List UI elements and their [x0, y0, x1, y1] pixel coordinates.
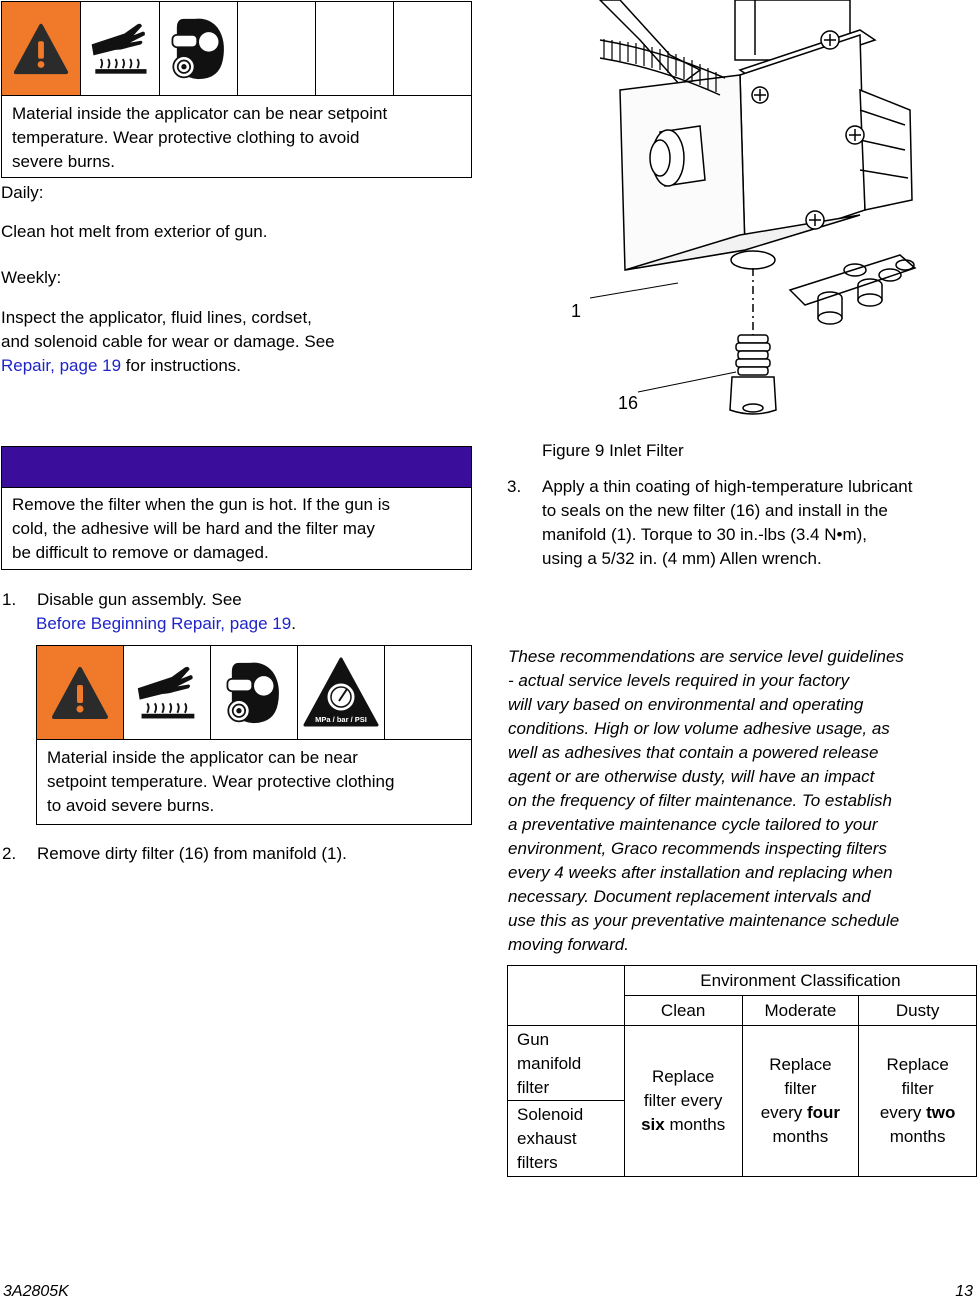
protective-gear-icon [211, 646, 298, 739]
step-number: 1. [2, 590, 17, 609]
figure-caption: Figure 9 Inlet Filter [542, 441, 684, 460]
weekly-heading: Weekly: [1, 268, 62, 287]
before-beginning-repair-link[interactable]: Before Beginning Repair, page 19 [36, 614, 292, 633]
environment-classification-table [507, 965, 977, 1177]
empty-icon-cell [394, 2, 471, 95]
table-header-row [508, 966, 977, 996]
maintenance-recommendation: These recommendations are service level guidelines - actual service levels required in your factory will vary based on environmental and operating conditions. High or low volume adhesive usage, as well as adhesives that contain a powered release agent or are otherwise dusty, will have an impact on the frequency of filter maintenance. To establish a preventative maintenance cycle tailored to your environment, Graco recommends inspecting filters every 4 weeks after installation and replacing when necessary. Document replacement intervals and use this as your preventative maintenance schedule moving forward. [508, 647, 904, 954]
column-header-clean: Clean [624, 996, 742, 1026]
inlet-filter-figure [560, 0, 978, 430]
warning-icon-row [37, 646, 471, 740]
document-number: 3A2805K [3, 1283, 69, 1300]
warning-box-burn-pressure [36, 645, 472, 825]
callout-1: 1 [571, 301, 582, 321]
step-number: 2. [2, 844, 17, 863]
cell-dusty-interval: Replace filter every two months [859, 1026, 977, 1177]
weekly-text-line: and solenoid cable for wear or damage. See [1, 332, 335, 351]
step-text: Disable gun assembly. See [37, 590, 242, 609]
row-label-solenoid-exhaust-filters: Solenoid exhaust filters [508, 1101, 625, 1177]
weekly-text-line: Repair, page 19 for instructions. [1, 356, 242, 375]
warning-icon-row [2, 2, 471, 96]
step-text: Remove dirty filter (16) from manifold (1). [37, 844, 347, 863]
step-link-line: Before Beginning Repair, page 19. [36, 614, 296, 633]
callout-16: 16 [618, 393, 639, 413]
notice-box [1, 446, 472, 570]
table-corner-cell [508, 966, 625, 1026]
warning-text: Material inside the applicator can be near setpoint temperature. Wear protective clothing to avoid severe burns. [12, 104, 388, 171]
hot-surface-icon [81, 2, 160, 95]
step-number: 3. [507, 477, 522, 496]
daily-text: Clean hot melt from exterior of gun. [1, 222, 268, 241]
cell-clean-interval: Replace filter every six months [624, 1026, 742, 1177]
notice-header-bar [2, 447, 471, 488]
gauge-label: MPa / bar / PSI [315, 714, 367, 724]
table-group-header: Environment Classification [624, 966, 976, 996]
empty-icon-cell [385, 646, 471, 739]
empty-icon-cell [238, 2, 316, 95]
weekly-text-line: Inspect the applicator, fluid lines, cordset, [1, 308, 312, 327]
page-number: 13 [955, 1283, 973, 1300]
cell-moderate-interval: Replace filter every four months [742, 1026, 859, 1177]
repair-page-link[interactable]: Repair, page 19 [1, 356, 122, 375]
warning-text: Material inside the applicator can be near setpoint temperature. Wear protective clothing to avoid severe burns. [47, 748, 395, 815]
warning-box-burn-hazard [1, 1, 472, 178]
pressure-gauge-icon [298, 646, 385, 739]
protective-gear-icon [160, 2, 238, 95]
warning-triangle-icon [2, 2, 81, 95]
column-header-moderate: Moderate [742, 996, 859, 1026]
row-label-gun-manifold-filter: Gun manifold filter [508, 1026, 625, 1101]
column-header-dusty: Dusty [859, 996, 977, 1026]
warning-triangle-icon [37, 646, 124, 739]
daily-heading: Daily: [1, 183, 44, 202]
empty-icon-cell [316, 2, 394, 95]
notice-text: Remove the filter when the gun is hot. If the gun is cold, the adhesive will be hard and the filter may be difficult to remove or damaged. [12, 495, 390, 562]
inlet-filter-illustration [560, 0, 978, 430]
table-row [508, 1026, 977, 1101]
step-text: Apply a thin coating of high-temperature lubricant to seals on the new filter (16) and install in the manifold (1). Torque to 30 in.-lbs (3.4 N•m), using a 5/32 in. (4 mm) Allen wrench. [542, 477, 913, 568]
hot-surface-icon [124, 646, 211, 739]
